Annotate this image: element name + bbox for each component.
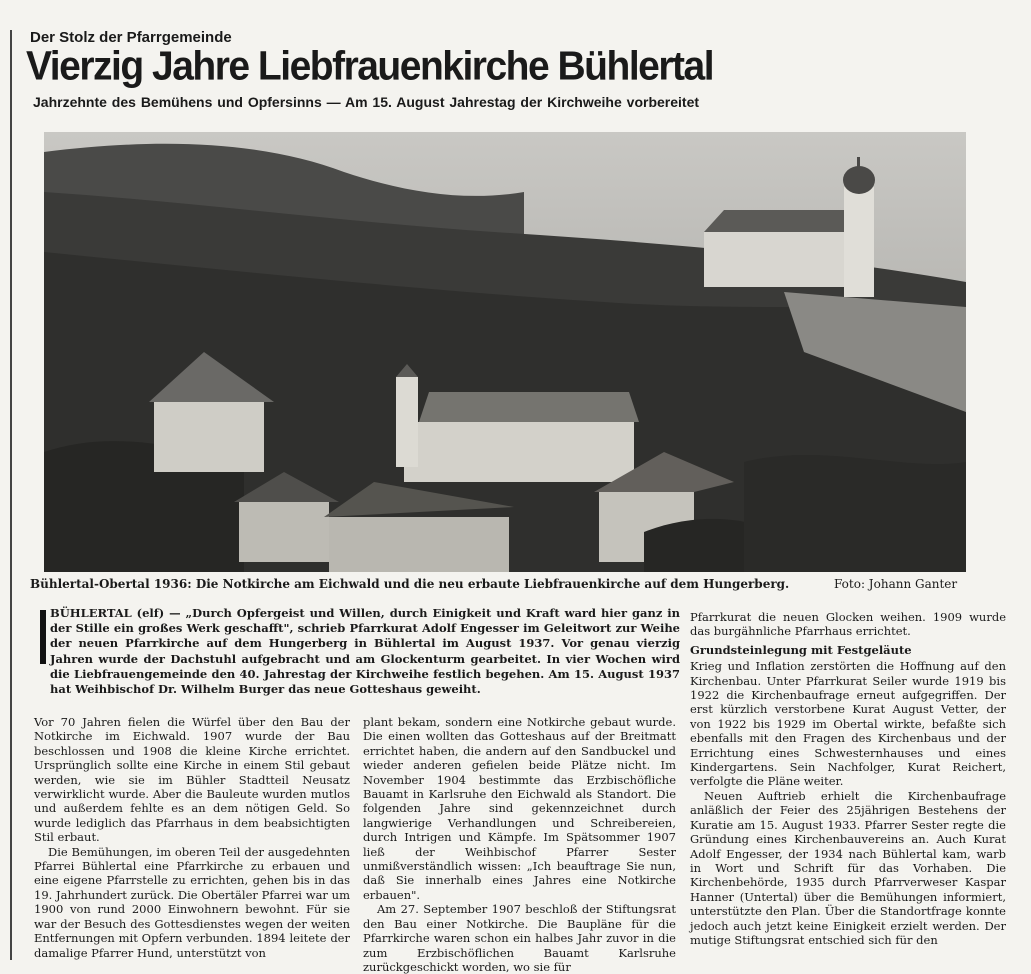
- photo-illustration: [44, 132, 966, 572]
- deck: Jahrzehnte des Bemühens und Opfersinns — Am 15. August Jahrestag der Kirchweihe vorbereitet: [33, 94, 700, 110]
- column-rule: [10, 30, 12, 960]
- lead-paragraph: [50, 606, 680, 697]
- photo-buehlertal-obertal: [44, 132, 966, 572]
- col2-paragraph-1: plant bekam, sondern eine Notkirche gebaut wurde. Die einen wollten das Gotteshaus auf der Breitmatt errichtet haben, die andern auf den Sandbuckel und wieder anderen gefielen beide Plätze nicht. Im November 1904 bestimmte das Erzbischöfliche Bauamt in Karlsruhe den Eichwald als Standort. Die folgenden Jahre sind gekennzeichnet durch langwierige Verhandlungen und Schreibereien, durch Intrigen und Kämpfe. Im Spätsommer 1907 ließ der Weihbischof Pfarrer Sester unmißverständlich wissen: „Ich beauftrage Sie nun, daß Sie innerhalb eines Jahres eine Notkirche erbauen".: [363, 715, 676, 902]
- column-1: [34, 715, 350, 960]
- column-3: [690, 610, 1006, 947]
- headline: Vierzig Jahre Liebfrauenkirche Bühlertal: [26, 44, 714, 90]
- lead-bar: [40, 610, 46, 664]
- kicker: Der Stolz der Pfarrgemeinde: [30, 29, 232, 46]
- col3-paragraph-3: Neuen Auftrieb erhielt die Kirchenbaufrage anläßlich der Feier des 25jährigen Bestehens der Kuratie am 15. August 1933. Pfarrer Sester regte die Gründung eines Kirchenbauvereins an. Auch Kurat Adolf Engesser, der 1934 nach Bühlertal kam, warb in Wort und Schrift für das Vorhaben. Die Kirchenbehörde, 1935 durch Pfarrverweser Kaspar Hanner (Untertal) über die Bemühungen informiert, unterstützte den Plan. Über die Standortfrage konnte jedoch auch jetzt keine Einigkeit erzielt werden. Der mutige Stiftungsrat entschied sich für den: [690, 788, 1006, 947]
- column-2: [363, 715, 676, 974]
- col3-paragraph-1: Pfarrkurat die neuen Glocken weihen. 1909 wurde das burgähnliche Pfarrhaus errichtet.: [690, 610, 1006, 639]
- lead-text: BÜHLERTAL (elf) — „Durch Opfergeist und Willen, durch Einigkeit und Kraft ward hier ganz in der Stille ein großes Werk geschafft", schrieb Pfarrkurat Adolf Engesser im Geleitwort zur Weihe der neuen Pfarrkirche auf dem Hungerberg in Bühlertal im August 1937. Vor genau vierzig Jahren wurde der Dachstuhl aufgebracht und am Glockenturm gearbeitet. In vier Wochen wird die Liebfrauengemeinde den 40. Jahrestag der Kirchweihe festlich begehen. Am 15. August 1937 hat Weihbischof Dr. Wilhelm Burger das neue Gotteshaus geweiht.: [50, 606, 680, 697]
- col3-paragraph-2: Krieg und Inflation zerstörten die Hoffnung auf den Kirchenbau. Unter Pfarrkurat Seiler wurde 1919 bis 1922 die Kirchenbaufrage erneut aufgegriffen. Der erst kürzlich verstorbene Kurat August Vetter, der von 1922 bis 1929 im Obertal wirkte, befaßte sich ebenfalls mit den Fragen des Kirchenbaus und der Errichtung eines Schwesternhauses und eines Kindergartens. Sein Nachfolger, Kurat Reichert, verfolgte die Pläne weiter.: [690, 659, 1006, 789]
- col1-paragraph-1: Vor 70 Jahren fielen die Würfel über den Bau der Notkirche im Eichwald. 1907 wurde der Bau beschlossen und 1908 die kleine Kirche errichtet. Ursprünglich sollte eine Kirche in einem Stil gebaut werden, wie sie im Bühler Stadtteil Neusatz verwirklicht wurde. Aber die Bauleute wurden mutlos und außerdem fehlte es an dem nötigen Geld. So wurde lediglich das Pfarrhaus in dem beabsichtigten Stil erbaut.: [34, 715, 350, 845]
- col3-subhead: Grundsteinlegung mit Festgeläute: [690, 642, 912, 657]
- col1-paragraph-2: Die Bemühungen, im oberen Teil der ausgedehnten Pfarrei Bühlertal eine Pfarrkirche zu erbauen und eine eigene Pfarrstelle zu errichten, gehen bis in das 19. Jahrhundert zurück. Die Obertäler Pfarrei war um 1900 von rund 2000 Einwohnern bewohnt. Für sie war der Besuch des Gottesdienstes wegen der weiten Entfernungen mit Opfern verbunden. 1894 leitete der damalige Pfarrer Hund, unterstützt von: [34, 844, 350, 960]
- col2-paragraph-2: Am 27. September 1907 beschloß der Stiftungsrat den Bau einer Notkirche. Die Baupläne für die Pfarrkirche waren schon ein halbes Jahr zuvor in die zum Erzbischöflichen Bauamt Karlsruhe zurückgeschickt worden, wo sie für: [363, 902, 676, 974]
- photo-credit: Foto: Johann Ganter: [834, 577, 958, 591]
- photo-caption: Bühlertal-Obertal 1936: Die Notkirche am Eichwald und die neu erbaute Liebfrauenkirche auf dem Hungerberg.: [30, 577, 790, 591]
